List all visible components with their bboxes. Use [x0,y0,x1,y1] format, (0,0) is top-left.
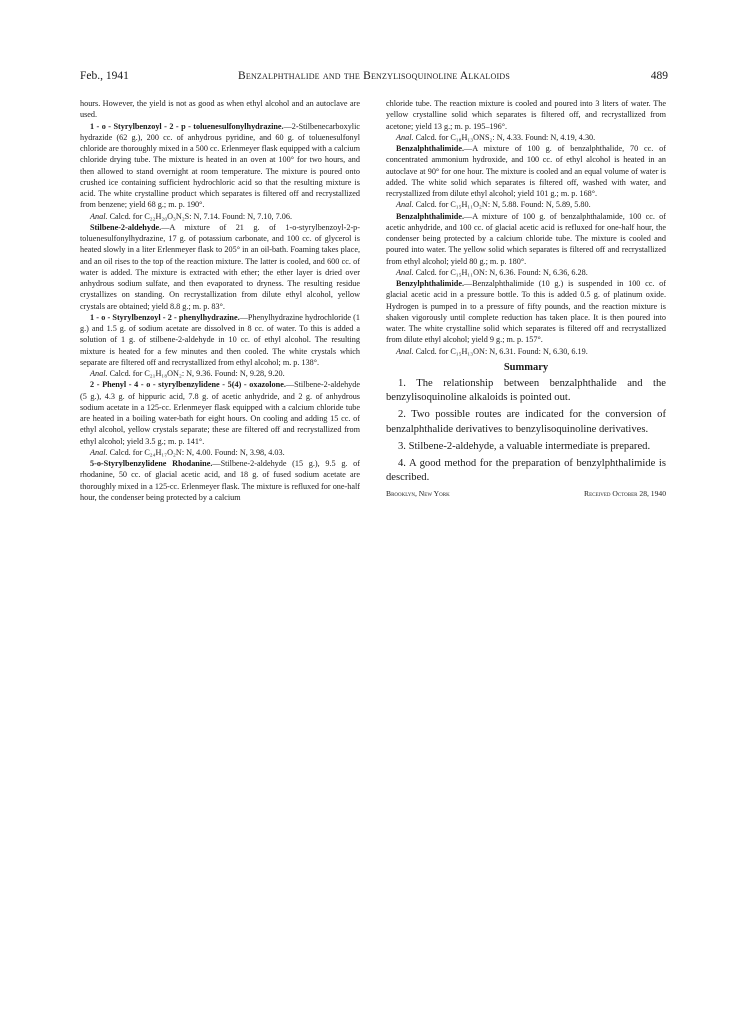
anal-label: Anal. [90,211,108,221]
paragraph-text: —Benzalphthalimide (10 g.) is suspended in 100 cc. of glacial acetic acid in a pressure bottle. To this is added 0.5 g. of platinum oxide. Hydrogen is pumped in to a pressure of fifty pounds, and the reaction mixture is shaken vigorously until complete reduction has taken place. It is then poured into water. The white crystalline solid which separates is filtered off and recrystallized from dilute ethyl alcohol; yield 9 g.; m. p. 157°. [386,279,666,345]
paragraph [80,379,360,447]
page-number: 489 [650,70,668,82]
header-date: Feb., 1941 [80,70,129,82]
received-line [386,488,666,500]
anal-label: Anal. [396,200,414,210]
paragraph [386,278,666,346]
section-heading: Benzalphthalimide. [396,144,465,153]
section-heading: Benzylphthalimide. [396,279,465,288]
anal-label: Anal. [90,369,108,378]
summary-heading: Summary [503,361,549,373]
summary-item: 2. Two possible routes are indicated for the conversion of benzalphthalide derivatives to benzylisoquinoline derivatives. [386,409,666,435]
section-heading: 5-o-Styrylbenzylidene Rhodanine. [90,459,213,468]
header-title: Benzalphthalide and the Benzylisoquinoline Alkaloids [238,70,510,82]
summary-section [386,377,666,485]
analysis-line [386,199,666,210]
anal-label: Anal. [90,447,108,457]
paragraph-text: —Stilbene-2-aldehyde (5 g.), 4.3 g. of hippuric acid, 7.8 g. of acetic anhydride, and 2 g. of anhydrous sodium acetate in a 125-cc. Erlenmeyer flask equipped with a calcium chloride tube are heated in a boiling water-bath for eight hours. On cooling and adding 15 cc. of ethyl alcohol, yellow crystals separate; these are filtered off and recrystallized from ethyl alcohol; yield 3.5 g.; m. p. 141°. [80,380,360,446]
paragraph-text: —A mixture of 100 g. of benzalphthalamide, 100 cc. of acetic anhydride, and 100 cc. of glacial acetic acid is refluxed for one-half hour, the condenser being protected by a calcium chloride tube. The mixture is cooled and poured into water. The yellow solid which separates is filtered off and recrystallized from ethyl alcohol; yield 80 g.; m. p. 180°. [386,211,666,266]
analysis-line [80,368,360,379]
anal-label: Anal. [396,346,414,356]
location: Brooklyn, New York [386,489,450,499]
summary-item: 1. The relationship between benzalphthalide and the benzylisoquinoline alkaloids is pointed out. [386,378,666,404]
analysis-text: Calcd. for C₁₈H₁₃ONS₂: N, 4.33. Found: N, 4.19, 4.30. [415,132,596,142]
analysis-line [386,132,666,143]
analysis-text: Calcd. for C₂₂H₂₀O₃N₂S: N, 7.14. Found: N, 7.10, 7.06. [109,211,293,221]
paragraph: chloride tube. The reaction mixture is cooled and poured into 3 liters of water. The yellow crystalline solid which separates is filtered off, and recrystallized from acetone; yield 13 g.; m. p. 195–196°. [386,99,666,131]
paragraph-text: —2-Stilbenecarboxylic hydrazide (62 g.), 200 cc. of anhydrous pyridine, and 60 g. of toluenesulfonyl chloride are thoroughly mixed in a 500 cc. Erlenmeyer flask equipped with a calcium chloride drying tube. The mixture is heated in an oven at 100° for two hours, and then allowed to stand overnight at room temperature. The mixture is poured onto crushed ice containing sufficient hydrochloric acid so that the resulting mixture is acid. The white crystalline product which separates is filtered off and recrystallized from benzene; yield 68 g.; m. p. 190°. [80,121,360,210]
running-header [80,70,668,86]
section-heading: Stilbene-2-aldehyde. [90,222,162,232]
paragraph [80,458,360,503]
analysis-line [386,267,666,278]
analysis-text: Calcd. for C₂₄H₁₇O₂N: N, 4.00. Found: N, 3.98, 4.03. [109,447,285,457]
right-column [386,98,666,500]
paragraph: hours. However, the yield is not as good as when ethyl alcohol and an autoclave are used. [80,99,360,120]
analysis-line [386,346,666,357]
analysis-text: Calcd. for C₁₅H₁₁ON: N, 6.36. Found: N, 6.36, 6.28. [415,267,588,277]
anal-label: Anal. [396,132,414,142]
section-heading: 1 - o - Styrylbenzoyl - 2 - phenylhydrazine. [90,312,240,322]
analysis-line [80,447,360,458]
section-heading: Benzalphthalimide. [396,211,465,221]
received-date: Received October 28, 1940 [584,489,666,499]
paragraph [80,312,360,368]
paragraph [80,222,360,312]
section-heading: 1 - o - Styrylbenzoyl - 2 - p - toluenesulfonylhydrazine. [90,121,284,131]
analysis-text: Calcd. for C₁₅H₁₃ON: N, 6.31. Found: N, 6.30, 6.19. [415,346,588,356]
paragraph-text: —Phenylhydrazine hydrochloride (1 g.) and 1.5 g. of sodium acetate are dissolved in 8 cc. of water. To this is added a solution of 1 g. of stilbene-2-aldehyde in 10 cc. of ethyl alcohol. The resulting mixture is heated for a few minutes and then cooled. The white crystals which separate are filtered off and recrystallized from ethyl alcohol; m. p. 138°. [80,312,360,367]
paragraph-text: —Stilbene-2-aldehyde (15 g.), 9.5 g. of rhodanine, 50 cc. of glacial acetic acid, and 18 g. of fused sodium acetate are thoroughly mixed in a 125-cc. Erlenmeyer flask. The mixture is refluxed for one-half hour, the condenser being protected by a calcium [80,459,360,502]
paragraph [80,121,360,211]
summary-item: 3. Stilbene-2-aldehyde, a valuable intermediate is prepared. [398,440,651,452]
paragraph [386,143,666,199]
anal-label: Anal. [396,267,414,277]
paragraph [386,211,666,267]
analysis-text: Calcd. for C₂₁H₁₈ON₂: N, 9.36. Found: N, 9.28, 9.20. [109,369,285,378]
paragraph-text: —A mixture of 100 g. of benzalphthalide, 70 cc. of concentrated ammonium hydroxide, and 100 cc. of ethyl alcohol is heated in an autoclave at 90° for one hour. The mixture is cooled and an equal volume of water is added. The white solid which separates is filtered off, washed with water, and recrystallized from dilute ethyl alcohol; yield 101 g.; m. p. 168°. [386,144,666,198]
analysis-line [80,211,360,222]
paragraph-text: —A mixture of 21 g. of 1-o-styrylbenzoyl-2-p-toluenesulfonylhydrazine, 17 g. of potassium carbonate, and 100 cc. of glycerol is heated slowly in a liter Erlenmeyer flask to 205° in an oil-bath. Foaming takes place, and an oil rises to the top of the reaction mixture. The latter is cooled, and 600 cc. of water is added. The mixture is extracted with ether; the ether layer is dried over anhydrous sodium sulfate, and then evaporated to dryness. The resulting residue crystallizes on standing. On recrystallization from dilute ethyl alcohol, yellow crystals are obtained; yield 8.8 g.; m. p. 83°. [80,222,360,311]
analysis-text: Calcd. for C₁₅H₁₁O₂N: N, 5.88. Found: N, 5.89, 5.80. [415,200,591,210]
section-heading: 2 - Phenyl - 4 - o - styrylbenzylidene - 5(4) - oxazolone. [90,380,286,390]
summary-item: 4. A good method for the preparation of benzylphthalimide is described. [386,458,666,484]
left-column [80,98,360,503]
